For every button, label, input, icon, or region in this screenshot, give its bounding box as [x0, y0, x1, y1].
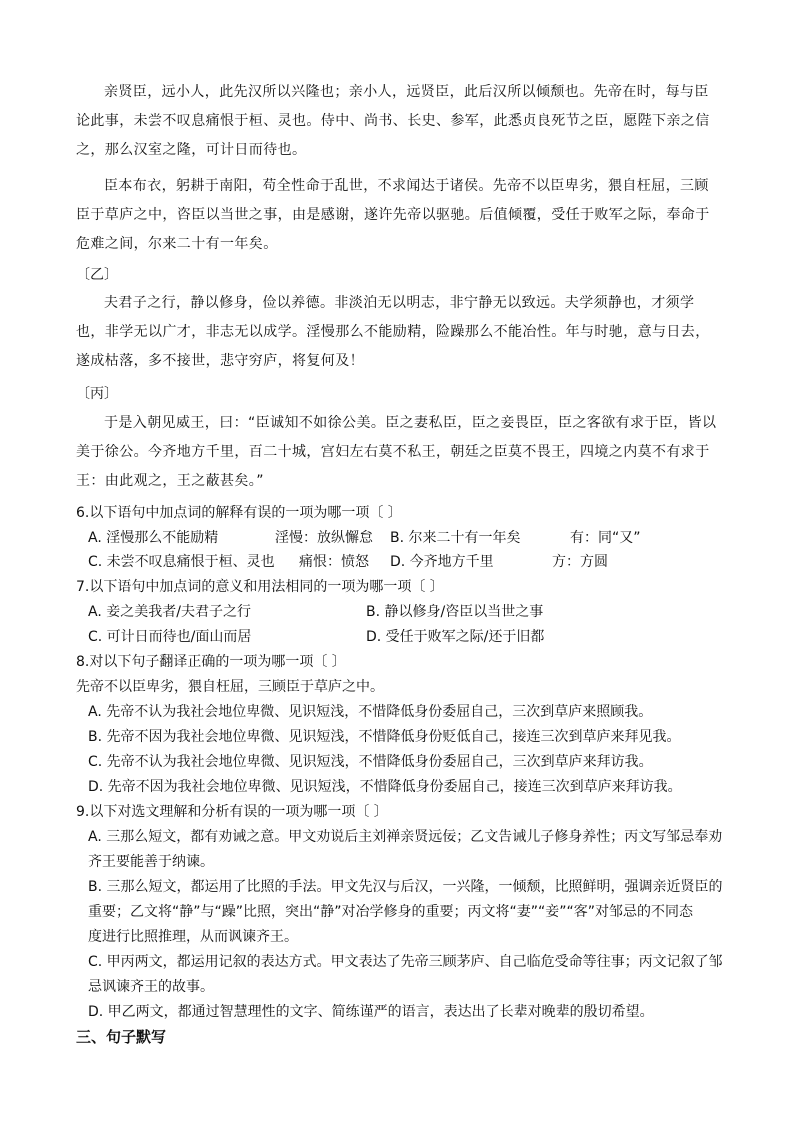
question-7-stem: 7.以下语句中加点词的意义和用法相同的一项为哪一项〔 〕	[76, 579, 444, 595]
question-6-option-c: C. 未尝不叹息痛恨于桓、灵也	[88, 554, 275, 570]
question-8-option-b: B. 先帝不因为我社会地位卑微、见识短浅，不惜降低身份贬低自己，接连三次到草庐来拜见我。	[88, 729, 681, 745]
question-8-option-a: A. 先帝不认为我社会地位卑微、见识短浅，不惜降低身份委屈自己，三次到草庐来照顾我。	[88, 704, 653, 720]
question-6-option-b-note: 有：同“又”	[570, 530, 641, 546]
question-8-stem: 8.对以下句子翻译正确的一项为哪一项〔 〕	[76, 654, 346, 670]
question-9-option-d: D. 甲乙两文，都通过智慧理性的文字、简练谨严的语言，表达出了长辈对晚辈的殷切希望。	[88, 1004, 654, 1020]
question-6-option-c-note: 痛恨：愤怒	[299, 554, 369, 570]
question-7-option-c: C. 可计日而待也/面山而居	[88, 629, 252, 645]
question-9-option-b-line-2: 重要；乙文将“静”与“躁”比照，突出“静”对冶学修身的重要；丙文将“妻”“妾”“客”对邹忌的不同态	[88, 904, 694, 920]
passage-yi-paragraph: 夫君子之行，静以修身，俭以养德。非淡泊无以明志，非宁静无以致远。夫学须静也，才须学也，非学无以广才，非志无以成学。淫慢那么不能励精，险躁那么不能冶性。年与时驰，意与日去，遂成枯落，多不接世，悲守穷庐，将复何及！	[76, 295, 710, 369]
question-6-option-a	[88, 527, 218, 549]
question-6-option-a-note: 淫慢：放纵懈怠	[275, 530, 373, 546]
question-7-option-d: D. 受任于败军之际/还于旧都	[366, 629, 545, 645]
question-9-option-c-line-1: C. 甲丙两文，都运用记叙的表达方式。甲文表达了先帝三顾茅庐、自己临危受命等往事；丙文记叙了邹	[88, 954, 723, 970]
question-8-option-d: D. 先帝不因为我社会地位卑微、见识短浅，不惜降低身份委屈自己，接连三次到草庐来拜访我。	[88, 779, 682, 795]
passage-jia-paragraph-1: 亲贤臣，远小人，此先汉所以兴隆也；亲小人，远贤臣，此后汉所以倾颓也。先帝在时，每与臣论此事，未尝不叹息痛恨于桓、灵也。侍中、尚书、长史、参军，此悉贞良死节之臣，愿陛下亲之信之，那么汉室之隆，可计日而待也。	[76, 84, 710, 158]
passage-jia-paragraph-2: 臣本布衣，躬耕于南阳，苟全性命于乱世，不求闻达于诸侯。先帝不以臣卑劣，猥自枉屈，三顾臣于草庐之中，咨臣以当世之事，由是感谢，遂许先帝以驱驰。后值倾覆，受任于败军之际，奉命于危难之间，尔来二十有一年矣。	[76, 178, 710, 252]
section-3-heading: 三、句子默写	[76, 1028, 167, 1046]
question-6-option-d-note: 方：方圆	[552, 554, 608, 570]
question-6-stem: 6.以下语句中加点词的解释有误的一项为哪一项〔 〕	[76, 505, 402, 521]
question-9-option-a-line-2: 齐王要能善于纳谏。	[88, 854, 214, 870]
passage-yi-marker: 〔乙〕	[76, 267, 118, 283]
passage-bing-paragraph: 于是入朝见威王，曰：“臣诚知不如徐公美。臣之妻私臣，臣之妾畏臣，臣之客欲有求于臣，皆以美于徐公。今齐地方千里，百二十城，宫妇左右莫不私王，朝廷之臣莫不畏王，四境之内莫不有求于王：由此观之，王之蔽甚矣。”	[76, 415, 717, 489]
question-7-option-a: A. 妾之美我者/夫君子之行	[88, 604, 251, 620]
question-8-sentence: 先帝不以臣卑劣，猥自枉屈，三顾臣于草庐之中。	[76, 679, 384, 695]
question-9-stem: 9.以下对选文理解和分析有误的一项为哪一项〔 〕	[76, 804, 388, 820]
option-a-text: A. 淫慢那么不能励精	[88, 530, 219, 546]
question-9-option-b-line-1: B. 三那么短文，都运用了比照的手法。甲文先汉与后汉，一兴隆，一倾颓，比照鲜明，强调亲近贤臣的	[88, 879, 723, 895]
passage-bing-marker: 〔丙〕	[76, 386, 118, 402]
question-8-option-c: C. 先帝不认为我社会地位卑微、见识短浅，不惜降低身份委屈自己，三次到草庐来拜访我。	[88, 754, 653, 770]
question-7-option-b: B. 静以修身/咨臣以当世之事	[366, 604, 544, 620]
question-6-option-d: D. 今齐地方千里	[390, 554, 494, 570]
question-6-option-b: B. 尔来二十有一年矣	[390, 530, 521, 546]
question-9-option-b-line-3: 度进行比照推理，从而讽谏齐王。	[88, 929, 298, 945]
question-9-option-c-line-2: 忌讽谏齐王的故事。	[88, 979, 214, 995]
question-9-option-a-line-1: A. 三那么短文，都有劝诫之意。甲文劝说后主刘禅亲贤远佞；乙文告诫儿子修身养性；丙文写邹忌奉劝	[88, 829, 723, 845]
